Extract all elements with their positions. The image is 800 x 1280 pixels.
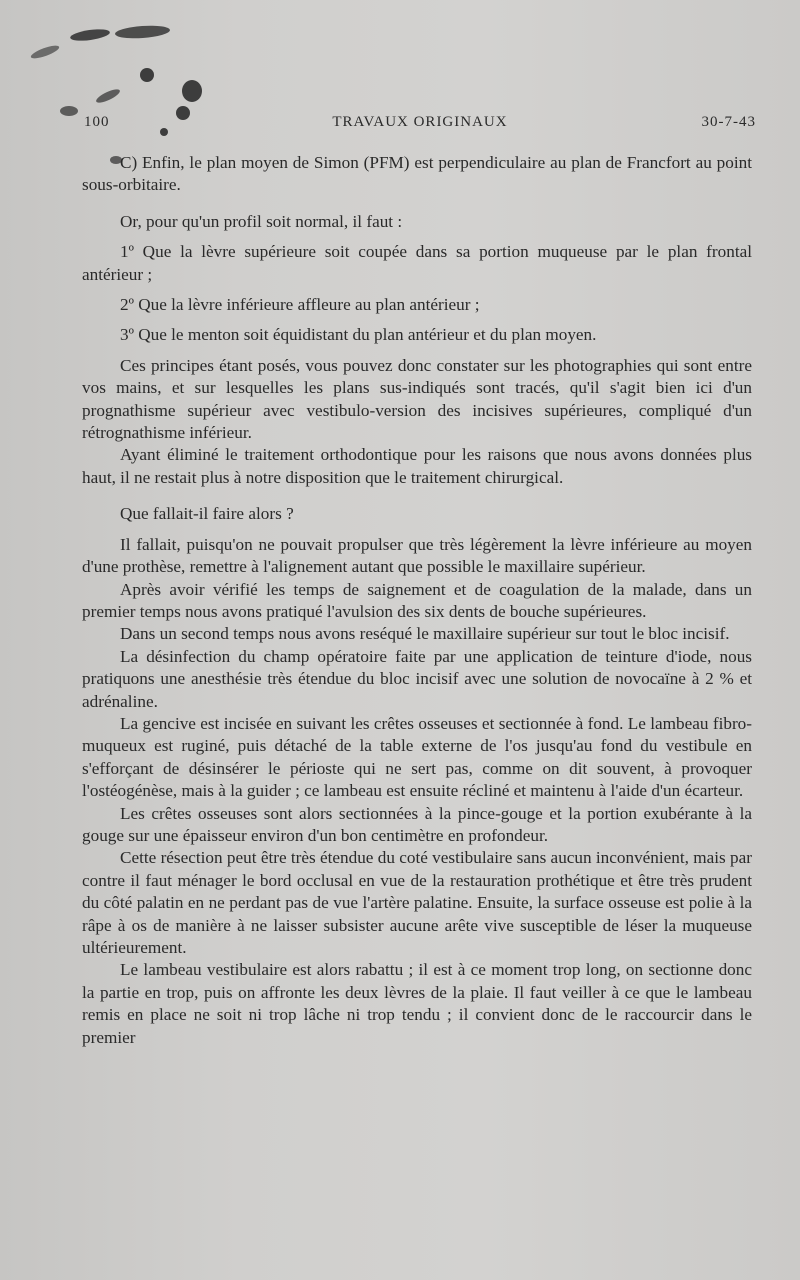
running-title: TRAVAUX ORIGINAUX [332,114,508,130]
paragraph: Après avoir vérifié les temps de saignement et de coagulation de la malade, dans un premier temps nous avons pratiqué l'avulsion des six dents de bouche supérieures. [82,579,752,621]
paragraph: 2º Que la lèvre inférieure affleure au plan antérieur ; [120,295,480,315]
page-number: 100 [84,114,110,130]
paragraph: Or, pour qu'un profil soit normal, il faut : [120,211,403,231]
article-body [82,152,752,1049]
paragraph: La gencive est incisée en suivant les crêtes osseuses et sectionnée à fond. Le lambeau fibro-muqueux est ruginé, puis détaché de la table externe de l'os jusqu'au fond du vestibule en s'efforçant de désinsérer le périoste qui ne sert pas, comme on dit souvent, à provoquer l'ostéogénèse, mais à la guider ; ce lambeau est ensuite récliné et maintenu à l'aide d'un écarteur. [82,713,752,801]
paragraph: Ces principes étant posés, vous pouvez donc constater sur les photographies qui sont entre vos mains, et sur lesquelles les plans sus-indiqués sont tracés, qu'il s'agit bien ici d'un prognathisme supérieur avec vestibulo-version des incisives supérieures, compliqué d'un rétrognathisme inférieur. [82,355,752,443]
paragraph: Il fallait, puisqu'on ne pouvait propulser que très légèrement la lèvre inférieure au moyen d'une prothèse, remettre à l'alignement autant que possible le maxillaire supérieur. [82,534,752,577]
paragraph: Le lambeau vestibulaire est alors rabattu ; il est à ce moment trop long, on sectionne donc la partie en trop, puis on affronte les deux lèvres de la plaie. Il faut veiller à ce que le lambeau remis en place ne soit ni trop lâche ni trop tendu ; il convient donc de le raccourcir dans le premier [82,960,752,1047]
paragraph: Les crêtes osseuses sont alors sectionnées à la pince-gouge et la portion exubérante à la gouge sur une épaisseur environ d'un bon centimètre en profondeur. [82,803,752,845]
issue-date: 30-7-43 [701,114,756,130]
paragraph: La désinfection du champ opératoire faite par une application de teinture d'iode, nous pratiquons une anesthésie très étendue du bloc incisif avec une solution de novocaïne à 2 % et adrénaline. [82,646,752,711]
paragraph: Dans un second temps nous avons reséqué le maxillaire supérieur sur tout le bloc incisif. [120,624,730,644]
paragraph: 1º Que la lèvre supérieure soit coupée dans sa portion muqueuse par le plan frontal antérieur ; [82,242,752,284]
running-header [84,114,756,136]
paragraph: Que fallait-il faire alors ? [120,504,294,524]
paragraph: C) Enfin, le plan moyen de Simon (PFM) est perpendiculaire au plan de Francfort au point sous-orbitaire. [82,153,752,195]
paragraph: Ayant éliminé le traitement orthodontique pour les raisons que nous avons données plus haut, il ne restait plus à notre disposition que le traitement chirurgical. [82,445,752,487]
paragraph: 3º Que le menton soit équidistant du plan antérieur et du plan moyen. [120,325,597,345]
paragraph: Cette résection peut être très étendue du coté vestibulaire sans aucun inconvénient, mais par contre il faut ménager le bord occlusal en vue de la restauration prothétique et être très prudent du côté palatin en ne perdant pas de vue l'artère palatine. Ensuite, la surface osseuse est polie à la râpe à os de manière à ne laisser subsister aucune arête vive susceptible de léser la muqueuse ultérieurement. [82,848,752,957]
